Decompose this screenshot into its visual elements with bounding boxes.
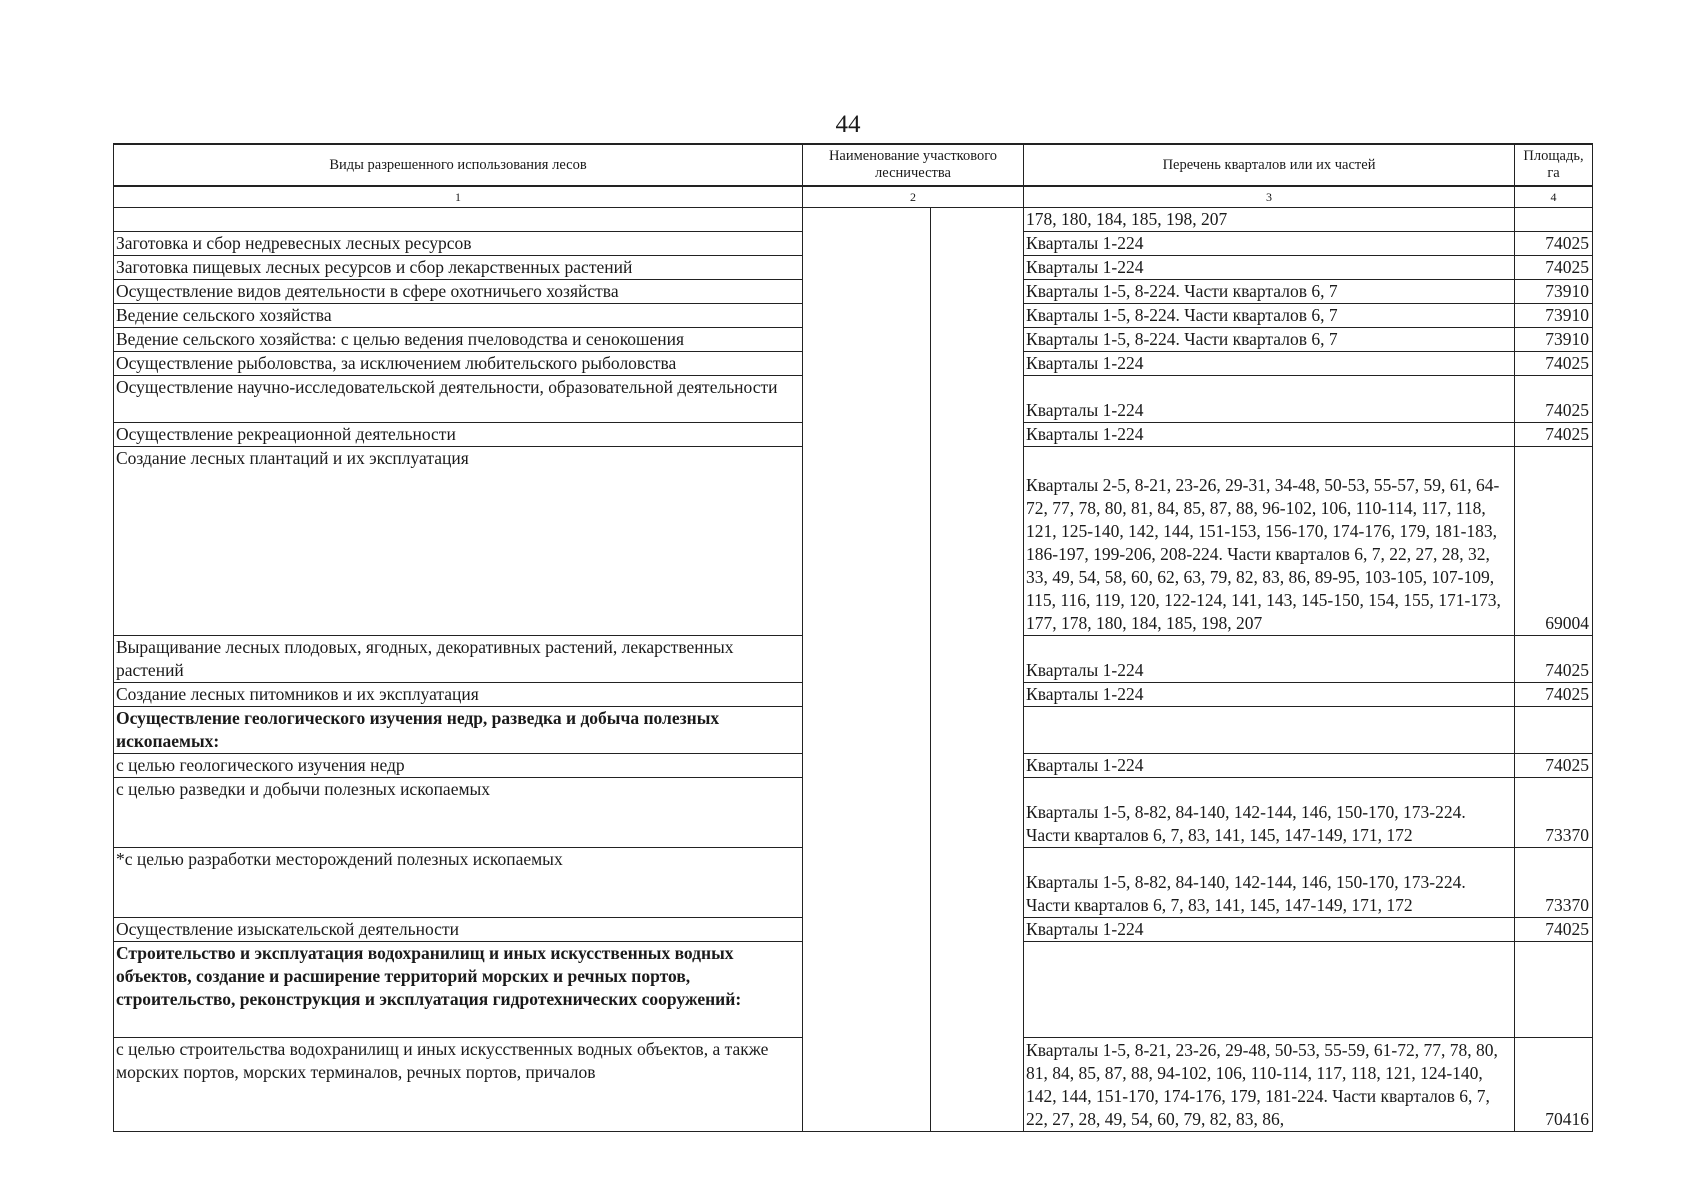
use-kind-cell: *с целью разработки месторождений полезных ископаемых [114, 848, 803, 918]
allowed-use-table [113, 143, 1593, 1132]
forestry-subcell [931, 256, 1024, 280]
forestry-cell [803, 423, 931, 447]
table-row [114, 256, 1593, 280]
forestry-cell [803, 683, 931, 707]
table-row [114, 636, 1593, 683]
table-row [114, 447, 1593, 636]
table-row [114, 918, 1593, 942]
table-row [114, 232, 1593, 256]
forestry-subcell [931, 848, 1024, 918]
table-row [114, 1038, 1593, 1132]
table-body [114, 208, 1593, 1132]
forestry-subcell [931, 942, 1024, 1038]
forestry-cell [803, 256, 931, 280]
quarters-cell: Кварталы 1-5, 8-82, 84-140, 142-144, 146, 150-170, 173-224. Части кварталов 6, 7, 83, 141, 145, 147-149, 171, 172 [1024, 778, 1515, 848]
forestry-cell [803, 304, 931, 328]
area-cell: 73370 [1515, 848, 1593, 918]
forestry-cell [803, 280, 931, 304]
table-row [114, 683, 1593, 707]
forestry-cell [803, 447, 931, 636]
table-header [114, 144, 1593, 208]
use-kind-cell: Строительство и эксплуатация водохранилищ и иных искусственных водных объектов, создание и расширение территорий морских и речных портов, строительство, реконструкция и эксплуатация гидротехнических сооружений: [114, 942, 803, 1038]
area-cell: 73370 [1515, 778, 1593, 848]
header-quarters: Перечень кварталов или их частей [1024, 144, 1515, 186]
quarters-cell: Кварталы 1-5, 8-82, 84-140, 142-144, 146, 150-170, 173-224. Части кварталов 6, 7, 83, 141, 145, 147-149, 171, 172 [1024, 848, 1515, 918]
table-row [114, 208, 1593, 232]
quarters-cell: Кварталы 1-224 [1024, 636, 1515, 683]
table-row [114, 280, 1593, 304]
area-cell: 74025 [1515, 423, 1593, 447]
use-kind-cell: Ведение сельского хозяйства [114, 304, 803, 328]
forestry-subcell [931, 376, 1024, 423]
use-kind-cell: с целью строительства водохранилищ и иных искусственных водных объектов, а также морских портов, морских терминалов, речных портов, причалов [114, 1038, 803, 1132]
area-cell [1515, 208, 1593, 232]
area-cell: 74025 [1515, 754, 1593, 778]
area-cell: 74025 [1515, 636, 1593, 683]
use-kind-cell: с целью геологического изучения недр [114, 754, 803, 778]
use-kind-cell: Осуществление изыскательской деятельности [114, 918, 803, 942]
forestry-subcell [931, 1038, 1024, 1132]
forestry-cell [803, 848, 931, 918]
area-cell [1515, 942, 1593, 1038]
quarters-cell: Кварталы 1-224 [1024, 918, 1515, 942]
forestry-subcell [931, 447, 1024, 636]
use-kind-cell [114, 208, 803, 232]
area-cell: 74025 [1515, 918, 1593, 942]
quarters-cell: Кварталы 1-224 [1024, 256, 1515, 280]
area-cell [1515, 707, 1593, 754]
quarters-cell: Кварталы 1-224 [1024, 352, 1515, 376]
area-cell: 74025 [1515, 352, 1593, 376]
quarters-cell: Кварталы 1-5, 8-224. Части кварталов 6, 7 [1024, 304, 1515, 328]
quarters-cell: Кварталы 1-224 [1024, 232, 1515, 256]
area-cell: 74025 [1515, 683, 1593, 707]
table-row [114, 754, 1593, 778]
quarters-cell: Кварталы 1-5, 8-224. Части кварталов 6, 7 [1024, 280, 1515, 304]
area-cell: 73910 [1515, 280, 1593, 304]
quarters-cell: 178, 180, 184, 185, 198, 207 [1024, 208, 1515, 232]
use-kind-cell: Осуществление научно-исследовательской деятельности, образовательной деятельности [114, 376, 803, 423]
forestry-cell [803, 208, 931, 232]
table-row [114, 304, 1593, 328]
forestry-subcell [931, 918, 1024, 942]
forestry-subcell [931, 683, 1024, 707]
use-kind-cell: Выращивание лесных плодовых, ягодных, декоративных растений, лекарственных растений [114, 636, 803, 683]
table-row [114, 848, 1593, 918]
forestry-subcell [931, 636, 1024, 683]
use-kind-cell: Ведение сельского хозяйства: с целью ведения пчеловодства и сенокошения [114, 328, 803, 352]
area-cell: 74025 [1515, 376, 1593, 423]
area-cell: 74025 [1515, 232, 1593, 256]
use-kind-cell: Осуществление рыболовства, за исключением любительского рыболовства [114, 352, 803, 376]
forestry-cell [803, 778, 931, 848]
use-kind-cell: Создание лесных плантаций и их эксплуатация [114, 447, 803, 636]
header-number: 1 [114, 186, 803, 208]
quarters-cell: Кварталы 1-224 [1024, 423, 1515, 447]
quarters-cell: Кварталы 1-224 [1024, 754, 1515, 778]
header-number: 3 [1024, 186, 1515, 208]
area-cell: 74025 [1515, 256, 1593, 280]
use-kind-cell: Заготовка пищевых лесных ресурсов и сбор лекарственных растений [114, 256, 803, 280]
table-row [114, 423, 1593, 447]
area-cell: 73910 [1515, 304, 1593, 328]
forestry-cell [803, 376, 931, 423]
use-kind-cell: Осуществление рекреационной деятельности [114, 423, 803, 447]
area-cell: 73910 [1515, 328, 1593, 352]
use-kind-cell: Заготовка и сбор недревесных лесных ресурсов [114, 232, 803, 256]
quarters-cell: Кварталы 1-5, 8-21, 23-26, 29-48, 50-53, 55-59, 61-72, 77, 78, 80, 81, 84, 85, 87, 88, 94-102, 106, 110-114, 117, 118, 121, 124-140, 142, 144, 151-170, 174-176, 179, 181-224. Части кварталов 6, 7, 22, 27, 28, 49, 54, 60, 79, 82, 83, 86, [1024, 1038, 1515, 1132]
forestry-subcell [931, 304, 1024, 328]
forestry-cell [803, 636, 931, 683]
table-row [114, 352, 1593, 376]
forestry-subcell [931, 754, 1024, 778]
forestry-cell [803, 942, 931, 1038]
page-number: 44 [835, 111, 861, 138]
forestry-subcell [931, 280, 1024, 304]
forestry-cell [803, 328, 931, 352]
quarters-cell [1024, 707, 1515, 754]
forestry-subcell [931, 352, 1024, 376]
forestry-subcell [931, 232, 1024, 256]
table-row [114, 376, 1593, 423]
area-cell: 69004 [1515, 447, 1593, 636]
forestry-cell [803, 918, 931, 942]
use-kind-cell: Осуществление видов деятельности в сфере охотничьего хозяйства [114, 280, 803, 304]
forestry-cell [803, 707, 931, 754]
area-cell: 70416 [1515, 1038, 1593, 1132]
forestry-cell [803, 1038, 931, 1132]
use-kind-cell: с целью разведки и добычи полезных ископаемых [114, 778, 803, 848]
quarters-cell: Кварталы 1-224 [1024, 683, 1515, 707]
table-row [114, 942, 1593, 1038]
forestry-cell [803, 754, 931, 778]
header-use-kind: Виды разрешенного использования лесов [114, 144, 803, 186]
forestry-cell [803, 352, 931, 376]
forestry-subcell [931, 423, 1024, 447]
use-kind-cell: Осуществление геологического изучения недр, разведка и добыча полезных ископаемых: [114, 707, 803, 754]
table-row [114, 707, 1593, 754]
forestry-subcell [931, 208, 1024, 232]
quarters-cell: Кварталы 2-5, 8-21, 23-26, 29-31, 34-48, 50-53, 55-57, 59, 61, 64-72, 77, 78, 80, 81, 84, 85, 87, 88, 96-102, 106, 110-114, 117, 118, 121, 125-140, 142, 144, 151-153, 156-170, 174-176, 179, 181-183, 186-197, 199-206, 208-224. Части кварталов 6, 7, 22, 27, 28, 32, 33, 49, 54, 58, 60, 62, 63, 79, 82, 83, 86, 89-95, 103-105, 107-109, 115, 116, 119, 120, 122-124, 141, 143, 145-150, 154, 155, 171-173, 177, 178, 180, 184, 185, 198, 207 [1024, 447, 1515, 636]
header-number: 4 [1515, 186, 1593, 208]
quarters-cell: Кварталы 1-224 [1024, 376, 1515, 423]
use-kind-cell: Создание лесных питомников и их эксплуатация [114, 683, 803, 707]
table-row [114, 328, 1593, 352]
table-row [114, 778, 1593, 848]
forestry-subcell [931, 707, 1024, 754]
forestry-subcell [931, 328, 1024, 352]
forestry-subcell [931, 778, 1024, 848]
header-number: 2 [803, 186, 1024, 208]
forestry-cell [803, 232, 931, 256]
header-area: Площадь, га [1515, 144, 1593, 186]
quarters-cell: Кварталы 1-5, 8-224. Части кварталов 6, 7 [1024, 328, 1515, 352]
quarters-cell [1024, 942, 1515, 1038]
header-forestry: Наименование участкового лесничества [803, 144, 1024, 186]
